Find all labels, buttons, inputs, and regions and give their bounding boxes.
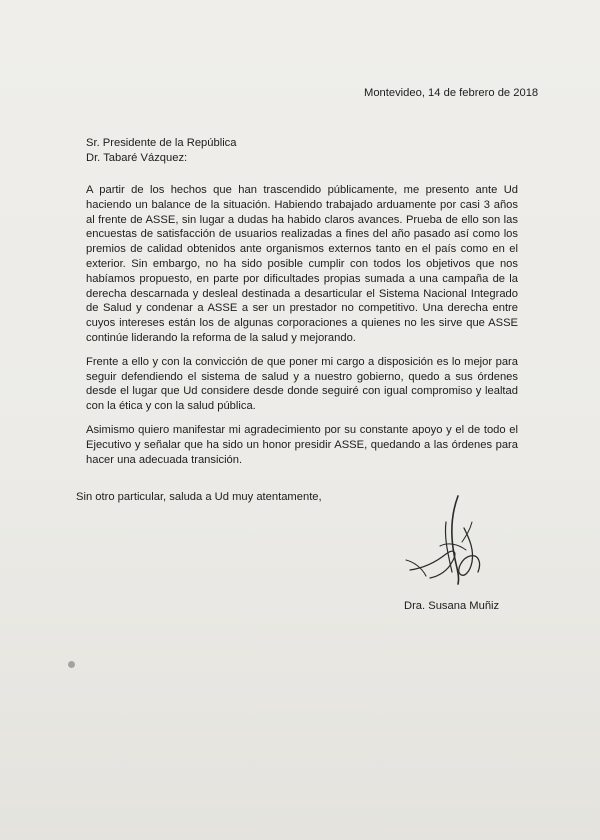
letter-body [86, 183, 518, 476]
letter-date: Montevideo, 14 de febrero de 2018 [364, 87, 539, 99]
closing-line: Sin otro particular, saluda a Ud muy atentamente, [76, 491, 322, 503]
body-paragraph: Frente a ello y con la convicción de que poner mi cargo a disposición es lo mejor para seguir defendiendo el sistema de salud y a nuestro gobierno, quedo a sus órdenes desde el lugar que Ud considere desde donde seguiré con igual compromiso y lealtad con la ética y con la salud pública. [86, 355, 518, 413]
addressee-block [86, 136, 386, 166]
body-paragraph: Asimismo quiero manifestar mi agradecimiento por su constante apoyo y el de todo el Ejecutivo y señalar que ha sido un honor presidir ASSE, quedando a las órdenes para hacer una adecuada transición. [86, 423, 518, 466]
addressee-title: Sr. Presidente de la República [86, 137, 237, 149]
handwritten-signature-icon [400, 492, 510, 592]
signer-name: Dra. Susana Muñiz [404, 600, 500, 612]
paper-spot [68, 661, 75, 668]
body-paragraph: A partir de los hechos que han trascendido públicamente, me presento ante Ud haciendo un balance de la situación. Habiendo trabajado arduamente por casi 3 años al frente de ASSE, sin lugar a dudas ha habido claros avances. Prueba de ello son las encuestas de satisfacción de usuarios realizadas a fines del año pasado así como los premios de calidad obtenidos ante organismos externos tanto en el país como en el exterior. Sin embargo, no ha sido posible cumplir con todos los objetivos que nos habíamos propuesto, en parte por dificultades propias sumada a una campaña de la derecha descarnada y desleal destinada a desarticular el Sistema Nacional Integrado de Salud y condenar a ASSE a ser un prestador no competitivo. Una derecha entre cuyos intereses están los de algunas corporaciones a quienes no les sirve que ASSE continúe liderando la reforma de la salud y mejorando. [86, 184, 518, 344]
addressee-name: Dr. Tabaré Vázquez: [86, 152, 188, 164]
